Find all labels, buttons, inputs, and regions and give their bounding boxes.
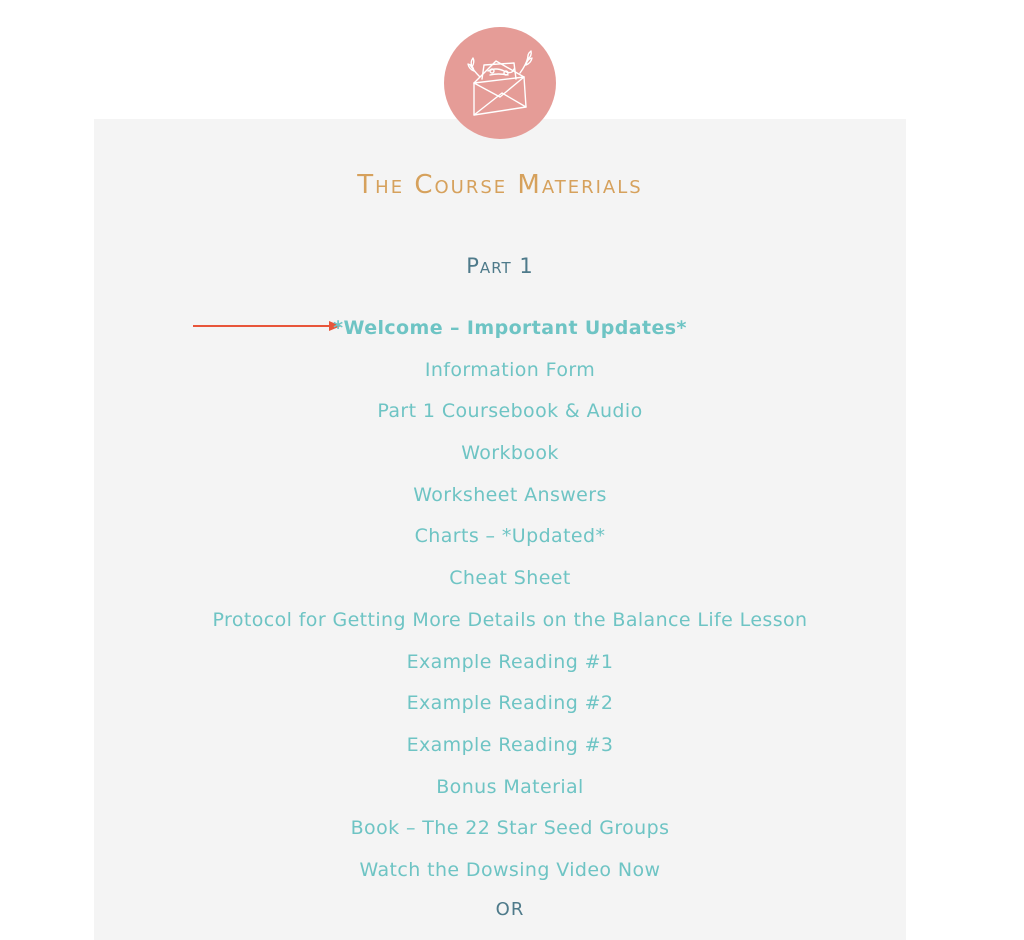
envelope-emblem xyxy=(444,27,556,139)
list-item xyxy=(0,606,1020,648)
list-item xyxy=(0,773,1020,815)
link-bonus-material[interactable]: Bonus Material xyxy=(436,775,584,798)
list-item xyxy=(0,814,1020,856)
link-example-reading-3[interactable]: Example Reading #3 xyxy=(406,733,614,756)
link-part1-coursebook-audio[interactable]: Part 1 Coursebook & Audio xyxy=(377,400,643,423)
list-item xyxy=(0,356,1020,398)
link-charts-updated[interactable]: Charts – *Updated* xyxy=(414,525,606,548)
link-information-form[interactable]: Information Form xyxy=(424,358,596,381)
link-example-reading-2[interactable]: Example Reading #2 xyxy=(406,692,614,715)
open-envelope-with-letter-icon xyxy=(444,27,556,139)
list-item xyxy=(0,856,1020,898)
list-item xyxy=(0,689,1020,731)
list-item xyxy=(0,314,1020,356)
link-workbook[interactable]: Workbook xyxy=(461,442,559,465)
link-watch-dowsing-video[interactable]: Watch the Dowsing Video Now xyxy=(359,858,661,881)
link-protocol-balance-life-lesson[interactable]: Protocol for Getting More Details on the Balance Life Lesson xyxy=(212,608,808,631)
part-heading: Part 1 xyxy=(466,254,534,278)
page-title: The Course Materials xyxy=(357,170,643,200)
link-example-reading-1[interactable]: Example Reading #1 xyxy=(406,650,614,673)
link-cheat-sheet[interactable]: Cheat Sheet xyxy=(449,567,571,590)
or-divider-text: OR xyxy=(495,899,525,920)
list-item xyxy=(0,564,1020,606)
link-book-star-seed-groups[interactable]: Book – The 22 Star Seed Groups xyxy=(350,817,670,840)
list-item xyxy=(0,522,1020,564)
link-worksheet-answers[interactable]: Worksheet Answers xyxy=(413,483,607,506)
list-item xyxy=(0,731,1020,773)
list-item xyxy=(0,397,1020,439)
list-item xyxy=(0,439,1020,481)
course-materials-list xyxy=(0,314,1020,898)
link-welcome-important-updates[interactable]: *Welcome – Important Updates* xyxy=(333,317,687,339)
list-item xyxy=(0,481,1020,523)
list-item xyxy=(0,648,1020,690)
